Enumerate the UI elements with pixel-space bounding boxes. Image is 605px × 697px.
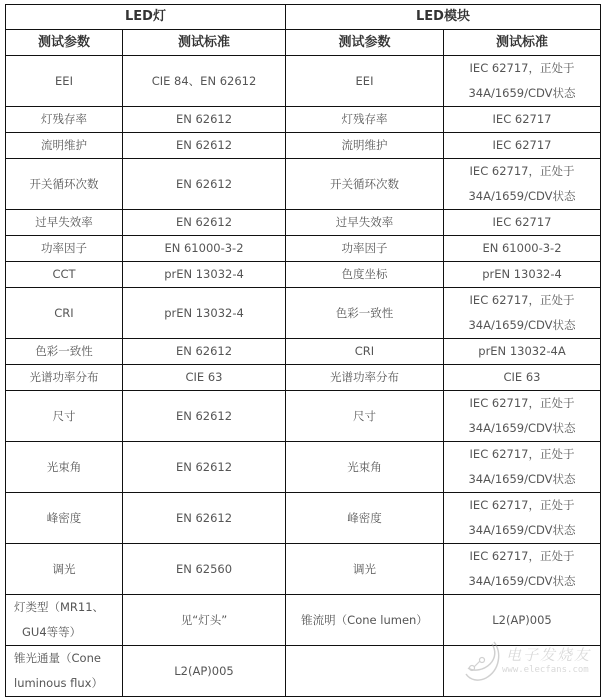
module-param-cell: 调光: [286, 544, 444, 595]
lamp-standard-cell: prEN 13032-4: [123, 262, 286, 288]
table-row: [6, 544, 601, 595]
lamp-standard-cell: CIE 63: [123, 365, 286, 391]
module-param-cell: 过早失效率: [286, 210, 444, 236]
column-header-module-param: 测试参数: [286, 30, 444, 56]
lamp-param-cell: 功率因子: [6, 236, 123, 262]
module-standard-cell: [444, 288, 601, 339]
lamp-standard-cell: L2(AP)005: [123, 646, 286, 697]
table-row: [6, 236, 601, 262]
lamp-param-cell: 流明维护: [6, 133, 123, 159]
lamp-standard-cell: EN 62612: [123, 339, 286, 365]
module-standard-line1: IEC 62717，正处于: [469, 61, 575, 75]
module-standard-line2: 34A/1659/CDV状态: [468, 574, 576, 588]
table-row: [6, 365, 601, 391]
module-param-cell: 锥流明（Cone lumen）: [286, 595, 444, 646]
module-standard-line2: 34A/1659/CDV状态: [468, 421, 576, 435]
table-row: [6, 442, 601, 493]
lamp-param-cell: 调光: [6, 544, 123, 595]
lamp-param-cell: [6, 646, 123, 697]
module-param-cell: 灯残存率: [286, 107, 444, 133]
lamp-param-cell: 色彩一致性: [6, 339, 123, 365]
module-standard-line2: 34A/1659/CDV状态: [468, 189, 576, 203]
lamp-param-cell: 灯残存率: [6, 107, 123, 133]
column-header-lamp-param: 测试参数: [6, 30, 123, 56]
module-standard-cell: [444, 646, 601, 697]
module-param-cell: EEI: [286, 56, 444, 107]
module-standard-cell: IEC 62717: [444, 210, 601, 236]
lamp-standard-cell: CIE 84、EN 62612: [123, 56, 286, 107]
module-standard-cell: IEC 62717: [444, 133, 601, 159]
lamp-standard-cell: EN 62612: [123, 159, 286, 210]
module-param-cell: 开关循环次数: [286, 159, 444, 210]
column-header-module-standard: 测试标准: [444, 30, 601, 56]
lamp-param-line2: GU4等等）: [22, 625, 82, 639]
module-standard-cell: [444, 391, 601, 442]
lamp-standard-cell: EN 62612: [123, 133, 286, 159]
led-test-standards-table: [5, 4, 601, 697]
table-row: [6, 56, 601, 107]
lamp-param-cell: [6, 595, 123, 646]
module-param-cell: 色彩一致性: [286, 288, 444, 339]
module-standard-line1: IEC 62717，正处于: [469, 549, 575, 563]
table-row: [6, 646, 601, 697]
module-standard-line1: IEC 62717，正处于: [469, 396, 575, 410]
lamp-param-cell: CRI: [6, 288, 123, 339]
module-standard-cell: CIE 63: [444, 365, 601, 391]
module-standard-cell: [444, 493, 601, 544]
table-row: [6, 595, 601, 646]
lamp-standard-cell: EN 61000-3-2: [123, 236, 286, 262]
group-header-led-module: LED模块: [286, 5, 601, 30]
module-standard-line2: 34A/1659/CDV状态: [468, 318, 576, 332]
module-standard-line1: IEC 62717，正处于: [469, 447, 575, 461]
lamp-param-cell: EEI: [6, 56, 123, 107]
table-row: [6, 288, 601, 339]
table-row: [6, 493, 601, 544]
module-standard-line1: IEC 62717，正处于: [469, 293, 575, 307]
module-standard-cell: [444, 442, 601, 493]
module-param-cell: [286, 646, 444, 697]
table-row: [6, 391, 601, 442]
module-param-cell: 光谱功率分布: [286, 365, 444, 391]
module-standard-cell: IEC 62717: [444, 107, 601, 133]
module-standard-cell: L2(AP)005: [444, 595, 601, 646]
table-row: [6, 339, 601, 365]
lamp-standard-cell: EN 62612: [123, 107, 286, 133]
lamp-standard-cell: prEN 13032-4: [123, 288, 286, 339]
module-standard-line2: 34A/1659/CDV状态: [468, 472, 576, 486]
lamp-param-line2: luminous flux）: [14, 676, 103, 690]
module-standard-line1: IEC 62717，正处于: [469, 164, 575, 178]
module-param-cell: 色度坐标: [286, 262, 444, 288]
table-row: [6, 262, 601, 288]
watermark-cn-text: 电子发烧友: [506, 646, 592, 664]
table-row: [6, 107, 601, 133]
module-param-cell: 功率因子: [286, 236, 444, 262]
module-standard-cell: prEN 13032-4: [444, 262, 601, 288]
module-param-cell: CRI: [286, 339, 444, 365]
lamp-param-cell: 峰密度: [6, 493, 123, 544]
lamp-standard-cell: EN 62612: [123, 493, 286, 544]
module-param-cell: 尺寸: [286, 391, 444, 442]
lamp-param-cell: 开关循环次数: [6, 159, 123, 210]
group-header-led-lamp: LED灯: [6, 5, 286, 30]
column-header-lamp-standard: 测试标准: [123, 30, 286, 56]
lamp-standard-cell: EN 62560: [123, 544, 286, 595]
lamp-standard-cell: EN 62612: [123, 210, 286, 236]
table-row: [6, 133, 601, 159]
module-standard-line2: 34A/1659/CDV状态: [468, 86, 576, 100]
module-standard-cell: [444, 56, 601, 107]
lamp-param-cell: 过早失效率: [6, 210, 123, 236]
module-param-cell: 流明维护: [286, 133, 444, 159]
module-param-cell: 峰密度: [286, 493, 444, 544]
lamp-param-line1: 灯类型（MR11、: [14, 600, 105, 614]
lamp-param-cell: 尺寸: [6, 391, 123, 442]
table-row: [6, 159, 601, 210]
lamp-param-cell: CCT: [6, 262, 123, 288]
lamp-param-line1: 锥光通量（Cone: [14, 651, 101, 665]
lamp-standard-cell: 见“灯头”: [123, 595, 286, 646]
module-standard-cell: prEN 13032-4A: [444, 339, 601, 365]
module-param-cell: 光束角: [286, 442, 444, 493]
module-standard-cell: [444, 159, 601, 210]
lamp-standard-cell: EN 62612: [123, 391, 286, 442]
module-standard-cell: [444, 544, 601, 595]
lamp-standard-cell: EN 62612: [123, 442, 286, 493]
watermark-url-text: www.elecfans.com: [502, 665, 589, 675]
lamp-param-cell: 光谱功率分布: [6, 365, 123, 391]
module-standard-line1: IEC 62717，正处于: [469, 498, 575, 512]
lamp-param-cell: 光束角: [6, 442, 123, 493]
table-row: [6, 210, 601, 236]
module-standard-line2: 34A/1659/CDV状态: [468, 523, 576, 537]
module-standard-cell: EN 61000-3-2: [444, 236, 601, 262]
